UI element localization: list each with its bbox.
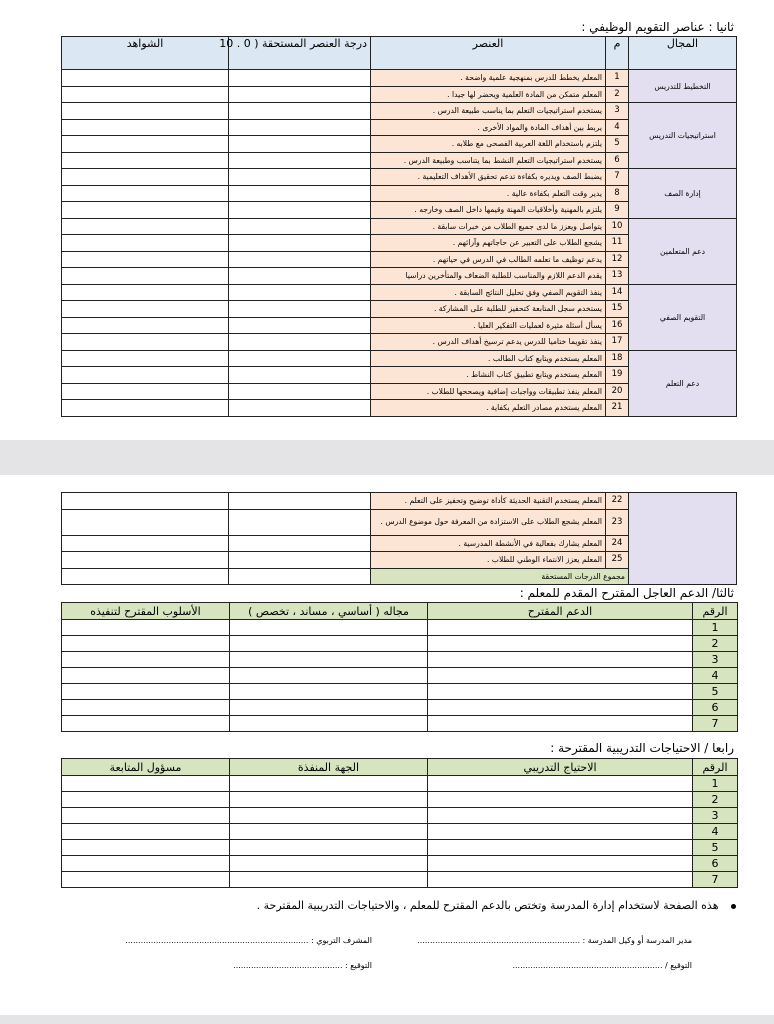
score-cell[interactable] (229, 350, 371, 367)
principal-sign-line: التوقيع / ........................................................... (512, 961, 692, 970)
score-cell[interactable] (229, 367, 371, 384)
training-cell[interactable] (428, 776, 693, 792)
training-row (62, 776, 738, 792)
element-number: 14 (606, 284, 629, 301)
element-text: المعلم يخطط للدرس بمنهجية علمية واضحة . (371, 70, 606, 87)
evaluation-row (62, 218, 737, 235)
training-cell[interactable] (62, 808, 230, 824)
training-row (62, 856, 738, 872)
element-number: 15 (606, 301, 629, 318)
score-cell[interactable] (229, 136, 371, 153)
training-cell[interactable] (230, 872, 428, 888)
score-cell[interactable] (229, 202, 371, 219)
support-table (61, 602, 738, 732)
element-number: 20 (606, 383, 629, 400)
training-cell[interactable] (230, 792, 428, 808)
training-cell[interactable] (62, 856, 230, 872)
evidence-cell[interactable] (62, 334, 229, 351)
total-score-cell[interactable] (229, 568, 371, 585)
element-text: المعلم ينفذ تطبيقات وواجبات إضافية ويصححها للطلاب . (371, 383, 606, 400)
support-cell[interactable] (230, 684, 428, 700)
evidence-cell[interactable] (62, 367, 229, 384)
element-text: يقدم الدعم اللازم والمناسب للطلبة الضعاف والمتأخرين دراسيا (371, 268, 606, 285)
training-cell[interactable] (62, 872, 230, 888)
support-row (62, 636, 738, 652)
element-text: يتواصل ويعزز ما لدى جميع الطلاب من خبرات سابقة . (371, 218, 606, 235)
element-text: يستخدم استراتيجيات التعلم بما يناسب طبيعة الدرس . (371, 103, 606, 120)
score-cell[interactable] (229, 86, 371, 103)
support-cell[interactable] (230, 652, 428, 668)
evidence-cell[interactable] (62, 317, 229, 334)
domain-cell: التخطيط للتدريس (629, 70, 737, 103)
support-row-number: 1 (693, 620, 738, 636)
support-cell[interactable] (62, 652, 230, 668)
section3-title: ثالثا/ الدعم العاجل المقترح المقدم للمعلم : (519, 586, 734, 600)
evidence-cell[interactable] (62, 301, 229, 318)
element-number: 6 (606, 152, 629, 169)
evaluation-row (62, 493, 737, 510)
score-cell[interactable] (229, 334, 371, 351)
evaluation-table (61, 36, 737, 417)
support-cell[interactable] (62, 620, 230, 636)
score-cell[interactable] (229, 169, 371, 186)
section2-title: ثانيا : عناصر التقويم الوظيفي : (581, 20, 734, 34)
evidence-cell[interactable] (62, 152, 229, 169)
training-row-number: 6 (693, 856, 738, 872)
header-score-label: درجة العنصر المستحقة ( 0 . 10 (219, 37, 367, 50)
principal-signature-line: مدير المدرسة أو وكيل المدرسة : ................................................................ (417, 936, 692, 945)
header-score (219, 37, 371, 70)
training-row-number: 7 (693, 872, 738, 888)
element-text: ينفذ التقويم الصفي وفق تحليل النتائج السابقة . (371, 284, 606, 301)
element-text: المعلم يستخدم مصادر التعلم بكفاية . (371, 400, 606, 417)
score-cell[interactable] (229, 493, 371, 510)
support-header-field: مجاله ( أساسي ، مساند ، تخصص ) (230, 603, 428, 620)
element-number: 19 (606, 367, 629, 384)
page-note-text: هذه الصفحة لاستخدام إدارة المدرسة وتختص بالدعم المقترح للمعلم ، والاحتياجات التدريبية المقترحة . (256, 899, 719, 912)
training-cell[interactable] (428, 808, 693, 824)
element-number: 22 (606, 493, 629, 510)
support-row-number: 3 (693, 652, 738, 668)
training-cell[interactable] (230, 776, 428, 792)
evidence-cell[interactable] (62, 284, 229, 301)
element-number: 1 (606, 70, 629, 87)
support-cell[interactable] (428, 636, 693, 652)
support-row (62, 652, 738, 668)
score-cell[interactable] (229, 268, 371, 285)
support-row-number: 6 (693, 700, 738, 716)
element-number: 9 (606, 202, 629, 219)
element-text: المعلم يعزز الانتماء الوطني للطلاب . (371, 552, 606, 569)
evidence-cell[interactable] (62, 552, 229, 569)
evaluation-row (62, 350, 737, 367)
element-text: يلتزم بالمهنية وأخلاقيات المهنة وقيمها داخل الصف وخارجه . (371, 202, 606, 219)
evidence-cell[interactable] (62, 268, 229, 285)
header-element: العنصر (371, 37, 606, 70)
support-row (62, 684, 738, 700)
element-number: 25 (606, 552, 629, 569)
score-cell[interactable] (229, 383, 371, 400)
element-number: 5 (606, 136, 629, 153)
evidence-cell[interactable] (62, 400, 229, 417)
element-text: يستخدم سجل المتابعة كتحفيز للطلبة على المشاركة . (371, 301, 606, 318)
evidence-cell[interactable] (62, 350, 229, 367)
training-header-need: الاحتياج التدريبي (428, 759, 693, 776)
evidence-cell[interactable] (62, 119, 229, 136)
support-header-support: الدعم المقترح (428, 603, 693, 620)
score-cell[interactable] (229, 70, 371, 87)
training-cell[interactable] (428, 792, 693, 808)
header-domain: المجال (629, 37, 737, 70)
domain-cell: إدارة الصف (629, 169, 737, 219)
training-row-number: 4 (693, 824, 738, 840)
total-label: مجموع الدرجات المستحقة (371, 568, 629, 585)
training-row (62, 840, 738, 856)
training-row (62, 808, 738, 824)
evidence-cell[interactable] (62, 103, 229, 120)
score-cell[interactable] (229, 509, 371, 535)
element-text: يدعم توظيف ما تعلمه الطالب في الدرس في حياتهم . (371, 251, 606, 268)
score-cell[interactable] (229, 317, 371, 334)
support-cell[interactable] (62, 668, 230, 684)
evaluation-row (62, 284, 737, 301)
evidence-cell[interactable] (62, 202, 229, 219)
support-row (62, 668, 738, 684)
support-cell[interactable] (62, 700, 230, 716)
evidence-cell[interactable] (62, 383, 229, 400)
element-text: ينفذ تقويما ختاميا للدرس يدعم ترسيخ أهداف الدرس . (371, 334, 606, 351)
element-text: يستخدم استراتيجيات التعلم النشط بما يتناسب وطبيعة الدرس . (371, 152, 606, 169)
training-table (61, 758, 738, 888)
score-cell[interactable] (229, 119, 371, 136)
element-text: المعلم يستخدم التقنية الحديثة كأداة توضيح وتحفيز على التعلم . (371, 493, 606, 510)
training-header-number: الرقم (693, 759, 738, 776)
training-row-number: 5 (693, 840, 738, 856)
score-cell[interactable] (229, 218, 371, 235)
training-cell[interactable] (62, 776, 230, 792)
support-cell[interactable] (428, 716, 693, 732)
element-text: المعلم يشارك بفعالية في الأنشطة المدرسية . (371, 535, 606, 552)
support-cell[interactable] (230, 716, 428, 732)
element-number: 7 (606, 169, 629, 186)
element-text: يربط بين أهداف المادة والمواد الأخرى . (371, 119, 606, 136)
support-row (62, 620, 738, 636)
evidence-cell[interactable] (62, 509, 229, 535)
element-number: 11 (606, 235, 629, 252)
support-row (62, 716, 738, 732)
evaluation-table-continued (61, 492, 737, 585)
training-row-number: 1 (693, 776, 738, 792)
domain-cell-continued (629, 493, 737, 585)
element-number: 8 (606, 185, 629, 202)
page-gap-bottom (0, 1015, 774, 1024)
support-header-number: الرقم (693, 603, 738, 620)
evidence-cell[interactable] (62, 136, 229, 153)
training-row (62, 792, 738, 808)
element-text: يشجع الطلاب على التعبير عن حاجاتهم وآرائهم . (371, 235, 606, 252)
training-cell[interactable] (428, 856, 693, 872)
support-header-method: الأسلوب المقترح لتنفيذه (62, 603, 230, 620)
score-cell[interactable] (229, 301, 371, 318)
supervisor-sign-line: التوقيع : ........................................... (233, 961, 372, 970)
element-number: 21 (606, 400, 629, 417)
element-text: المعلم يستخدم ويتابع كتاب الطالب . (371, 350, 606, 367)
score-cell[interactable] (229, 235, 371, 252)
domain-cell: دعم التعلم (629, 350, 737, 416)
header-evidence: الشواهد (62, 37, 229, 70)
training-cell[interactable] (62, 792, 230, 808)
evidence-cell[interactable] (62, 70, 229, 87)
element-number: 23 (606, 509, 629, 535)
support-cell[interactable] (62, 636, 230, 652)
support-cell[interactable] (230, 668, 428, 684)
training-row-number: 2 (693, 792, 738, 808)
evidence-cell[interactable] (62, 251, 229, 268)
element-number: 16 (606, 317, 629, 334)
element-text: المعلم يستخدم ويتابع تطبيق كتاب النشاط . (371, 367, 606, 384)
support-cell[interactable] (428, 668, 693, 684)
training-cell[interactable] (62, 840, 230, 856)
element-text: المعلم متمكن من المادة العلمية ويحضر لها جيدا . (371, 86, 606, 103)
support-row-number: 2 (693, 636, 738, 652)
element-number: 4 (606, 119, 629, 136)
element-number: 24 (606, 535, 629, 552)
evidence-cell[interactable] (62, 218, 229, 235)
support-row-number: 7 (693, 716, 738, 732)
score-cell[interactable] (229, 185, 371, 202)
support-cell[interactable] (62, 684, 230, 700)
page-gap (0, 440, 774, 475)
page-note (257, 899, 736, 912)
score-cell[interactable] (229, 103, 371, 120)
score-cell[interactable] (229, 284, 371, 301)
evidence-cell[interactable] (62, 185, 229, 202)
support-cell[interactable] (230, 636, 428, 652)
domain-cell: دعم المتعلمين (629, 218, 737, 284)
training-cell[interactable] (428, 840, 693, 856)
domain-cell: التقويم الصفي (629, 284, 737, 350)
score-cell[interactable] (229, 251, 371, 268)
support-row (62, 700, 738, 716)
element-number: 18 (606, 350, 629, 367)
support-cell[interactable] (428, 652, 693, 668)
support-cell[interactable] (428, 684, 693, 700)
training-cell[interactable] (230, 808, 428, 824)
support-cell[interactable] (428, 620, 693, 636)
element-text: يلتزم باستخدام اللغة العربية الفصحى مع طلابه . (371, 136, 606, 153)
training-cell[interactable] (230, 824, 428, 840)
evidence-cell[interactable] (62, 169, 229, 186)
header-number: م (606, 37, 629, 70)
element-text: يسأل أسئلة مثيرة لعمليات التفكير العليا . (371, 317, 606, 334)
score-cell[interactable] (229, 552, 371, 569)
evidence-cell[interactable] (62, 535, 229, 552)
bullet-icon (731, 904, 736, 909)
training-cell[interactable] (428, 824, 693, 840)
domain-cell: استراتيجيات التدريس (629, 103, 737, 169)
training-cell[interactable] (428, 872, 693, 888)
training-header-executor: الجهة المنفذة (230, 759, 428, 776)
support-cell[interactable] (230, 700, 428, 716)
evidence-cell[interactable] (62, 86, 229, 103)
training-row-number: 3 (693, 808, 738, 824)
training-cell[interactable] (230, 856, 428, 872)
training-cell[interactable] (62, 824, 230, 840)
support-cell[interactable] (230, 620, 428, 636)
training-row (62, 824, 738, 840)
score-cell[interactable] (229, 535, 371, 552)
evaluation-row (62, 70, 737, 87)
element-number: 13 (606, 268, 629, 285)
supervisor-signature-line: المشرف التربوي : ........................................................................ (125, 936, 372, 945)
element-number: 10 (606, 218, 629, 235)
support-cell[interactable] (428, 700, 693, 716)
element-text: يضبط الصف ويديره بكفاءة تدعم تحقيق الأهداف التعليمية . (371, 169, 606, 186)
score-cell[interactable] (229, 152, 371, 169)
evidence-cell[interactable] (62, 235, 229, 252)
training-row (62, 872, 738, 888)
element-number: 12 (606, 251, 629, 268)
section4-title: رابعا / الاحتياجات التدريبية المقترحة : (550, 741, 734, 755)
evaluation-row (62, 103, 737, 120)
element-text: المعلم يشجع الطلاب على الاستزادة من المعرفة حول موضوع الدرس . (371, 509, 606, 535)
total-evidence-cell[interactable] (62, 568, 229, 585)
element-text: يدير وقت التعلم بكفاءة عالية . (371, 185, 606, 202)
element-number: 17 (606, 334, 629, 351)
element-number: 3 (606, 103, 629, 120)
support-cell[interactable] (62, 716, 230, 732)
evidence-cell[interactable] (62, 493, 229, 510)
support-row-number: 5 (693, 684, 738, 700)
element-number: 2 (606, 86, 629, 103)
training-header-followup: مسؤول المتابعة (62, 759, 230, 776)
evaluation-row (62, 169, 737, 186)
training-cell[interactable] (230, 840, 428, 856)
support-row-number: 4 (693, 668, 738, 684)
score-cell[interactable] (229, 400, 371, 417)
